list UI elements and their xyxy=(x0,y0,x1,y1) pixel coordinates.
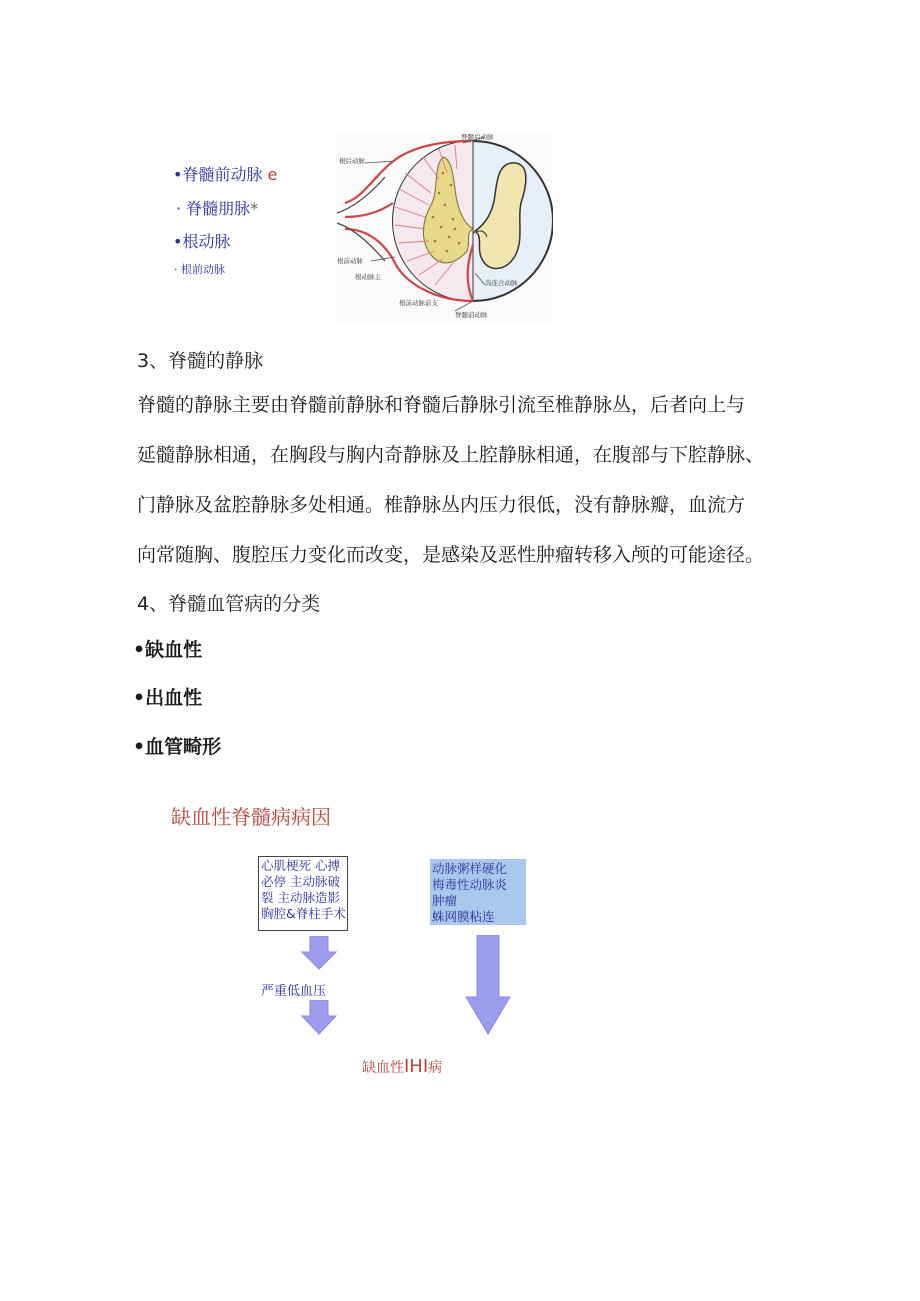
diagram-result: 缺血性IHI病 xyxy=(362,1056,443,1077)
section-3-heading: 3、脊髓的静脉 xyxy=(137,350,264,372)
legend-anterior-radicular-artery: · 根前动脉 xyxy=(174,263,225,276)
right-cause-box: 动脉粥样硬化 梅毒性动脉炎 肿瘤 蛛网膜粘连 xyxy=(430,859,526,925)
label-anterior-radicular-branch: 根前动脉前支 xyxy=(399,299,438,307)
left-cause-box: 心肌梗死 心搏 必停 主动脉破 裂 主动脉造影 胸腔&脊柱手术 xyxy=(258,856,348,931)
section-3-paragraph xyxy=(137,380,797,580)
diagram-title: 缺血性脊髓病病因 xyxy=(171,805,331,829)
arrow-down-icon xyxy=(301,1000,337,1035)
legend-posterior-spinal-artery: · 脊髓朋脉* xyxy=(176,199,259,218)
label-radicular-main: 根动脉主 xyxy=(355,273,381,281)
legend-radicular-artery: •根动脉 xyxy=(173,232,231,251)
arrow-down-icon xyxy=(465,935,511,1035)
paragraph-line: 脊髓的静脉主要由脊髓前静脉和脊髓后静脉引流至椎静脉丛，后者向上与 xyxy=(137,394,746,416)
label-anterior-radicular: 根前动脉 xyxy=(337,257,363,265)
section-4-heading: 4、脊髓血管病的分类 xyxy=(137,593,321,615)
severe-hypotension-label: 严重低血压 xyxy=(261,984,327,999)
spinal-cord-cross-section xyxy=(335,133,553,323)
bullet-vascular-malformation: •血管畸形 xyxy=(133,736,222,758)
label-sulcal-artery: 沟连合动脉 xyxy=(485,279,518,287)
paragraph-line: 延髓静脉相通，在胸段与胸内奇静脉及上腔静脉相通，在腹部与下腔静脉、 xyxy=(137,444,765,466)
label-posterior-spinal-artery: 脊髓后动脉 xyxy=(461,133,494,141)
paragraph-line: 向常随胸、腹腔压力变化而改变，是感染及恶性肿瘤转移入颅的可能途径。 xyxy=(137,544,765,566)
label-posterior-radicular: 根后动脉 xyxy=(339,157,365,165)
bullet-hemorrhagic: •出血性 xyxy=(133,687,203,709)
legend-anterior-spinal-artery: •脊髓前动脉 e xyxy=(173,165,278,184)
label-anterior-spinal-artery: 脊髓前动脉 xyxy=(455,311,488,319)
bullet-ischemic: •缺血性 xyxy=(133,639,203,661)
paragraph-line: 门静脉及盆腔静脉多处相通。椎静脉丛内压力很低，没有静脉瓣，血流方 xyxy=(137,494,746,516)
arrow-down-icon xyxy=(301,936,337,970)
